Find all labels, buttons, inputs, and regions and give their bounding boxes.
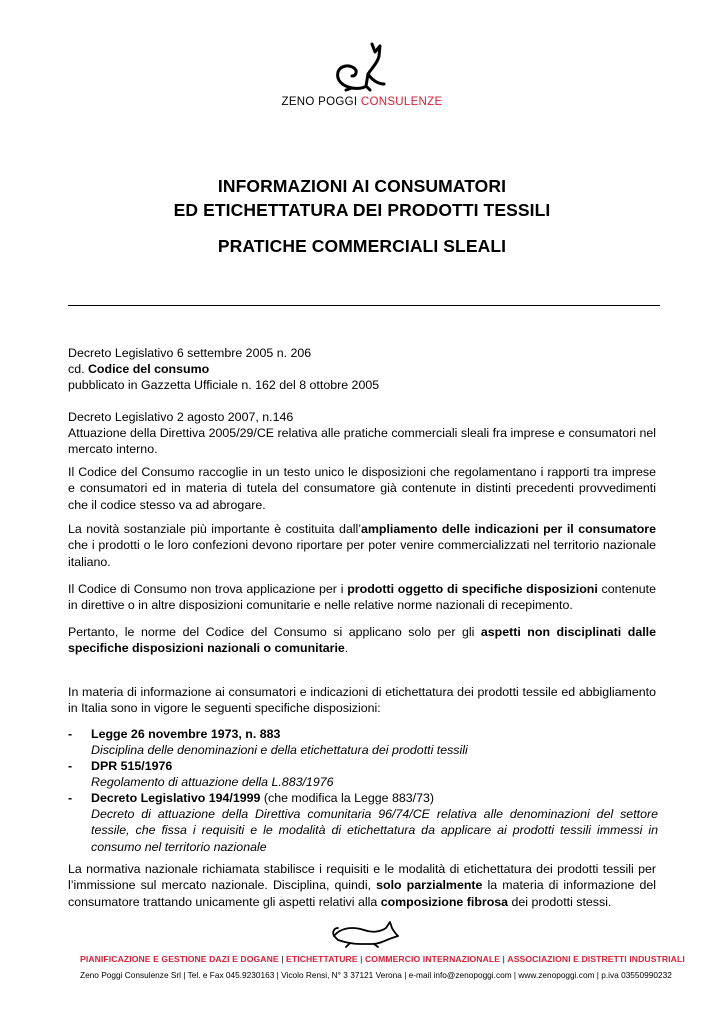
ref-dlgs-206: Decreto Legislativo 6 settembre 2005 n. 206 [68, 346, 312, 360]
law-note: (che modifica la Legge 883/73) [260, 791, 435, 805]
brand-name-black: ZENO POGGI [281, 96, 361, 108]
ref-attuazione: Attuazione della Direttiva 2005/29/CE relativa alle pratiche commerciali sleali fra imprese e consumatori nel mercato interno. [68, 426, 656, 457]
title-divider [68, 305, 660, 306]
p4-bold: aspetti non disciplinati dalle specifiche disposizioni nazionali o comunitarie [68, 625, 656, 656]
law-description: Decreto di attuazione della Direttiva comunitaria 96/74/CE relativa alle denominazioni del settore tessile, che fissa i requisiti e le modalità di etichettatura da applicare ai prodotti tessili immessi in consumo nel territorio nazionale [91, 807, 658, 854]
p3-bold: prodotti oggetto di specifiche disposizioni [347, 582, 598, 596]
p4-text-c: . [344, 641, 349, 656]
title-line-3: PRATICHE COMMERCIALI SLEALI [217, 236, 507, 256]
ref-cd-prefix: cd. [68, 362, 88, 376]
p2-bold: ampliamento delle indicazioni per il consumatore [361, 522, 656, 536]
list-dash: - [68, 727, 73, 741]
footer-separator: | [500, 954, 508, 964]
footer-service: PIANIFICAZIONE E GESTIONE DAZI E DOGANE [80, 954, 279, 964]
paragraph-codice: Il Codice del Consumo raccoglie in un testo unico le disposizioni che regolamentano i rapporti tra imprese e consumatori ed in materia di tutela del consumatore già contenute in distinti precedenti provvedimenti che il codice stesso va ad abrogare. [68, 465, 656, 512]
p6-text-c: la materia di informazione del consumatore trattando unicamente gli aspetti relativi alla [68, 878, 656, 909]
footer-services [80, 954, 685, 964]
p6-bold-1: solo parzialmente [376, 878, 483, 893]
paragraph-pertanto [68, 624, 656, 657]
p2-text-c: che i prodotti o le loro confezioni devono riportare per poter venire commercializzati nel territorio nazionale italiano. [68, 538, 656, 569]
p4-text-a: Pertanto, le norme del Codice del Consumo si applicano solo per gli [68, 625, 481, 639]
ref-gazzetta: pubblicato in Gazzetta Ufficiale n. 162 del 8 ottobre 2005 [68, 378, 380, 392]
footer-service: COMMERCIO INTERNAZIONALE [364, 954, 501, 964]
list-dash: - [68, 791, 73, 805]
law-title: DPR 515/1976 [91, 759, 173, 773]
fox-footer-icon [330, 918, 400, 948]
title-line-2: ED ETICHETTATURA DEI PRODOTTI TESSILI [173, 200, 551, 220]
footer-service: ETICHETTATURE [286, 954, 358, 964]
law-title: Legge 26 novembre 1973, n. 883 [91, 727, 281, 741]
footer-service: ASSOCIAZIONI E DISTRETTI INDUSTRIALI [507, 954, 685, 964]
paragraph-applicazione [68, 581, 656, 614]
list-dash: - [68, 759, 73, 773]
footer-address: Zeno Poggi Consulenze Srl | Tel. e Fax 045.9230163 | Vicolo Rensi, N° 3 37121 Verona | e-mail info@zenopoggi.com | www.zenopoggi.com | p.iva 03550990232 [80, 970, 672, 980]
ref-dlgs-146: Decreto Legislativo 2 agosto 2007, n.146 [68, 410, 294, 424]
p6-text-a: La normativa nazionale richiamata stabilisce i requisiti e le modalità di etichettatura dei prodotti tessili per l’immissione sul mercato nazionale. Disciplina, quindi, [68, 862, 656, 893]
paragraph-materia: In materia di informazione ai consumatori e indicazioni di etichettatura dei prodotti tessile ed abbigliamento in Italia sono in vigore le seguenti specifiche disposizioni: [68, 685, 656, 716]
p6-bold-2: composizione fibrosa [380, 894, 509, 909]
footer-separator: | [278, 954, 287, 964]
ref-codice-label: Codice del consumo [87, 362, 210, 376]
p3-text-a: Il Codice di Consumo non trova applicazione per i [68, 582, 348, 596]
law-description: Disciplina delle denominazioni e della etichettatura dei prodotti tessili [91, 743, 468, 757]
law-description: Regolamento di attuazione della L.883/1976 [91, 775, 334, 789]
law-title: Decreto Legislativo 194/1999 [91, 791, 261, 805]
p6-text-e: dei prodotti stessi. [508, 894, 612, 909]
fox-logo-icon [328, 42, 398, 94]
p3-text-c: contenute in direttive o in altre disposizioni comunitarie e nelle relative norme nazionali di recepimento. [68, 582, 656, 613]
brand-name [0, 96, 724, 108]
paragraph-novita [68, 521, 656, 570]
ref-codice-consumo [68, 361, 656, 377]
title-line-1: INFORMAZIONI AI CONSUMATORI [217, 176, 507, 196]
footer-separator: | [357, 954, 365, 964]
brand-name-red: CONSULENZE [360, 96, 443, 108]
paragraph-normativa [68, 861, 656, 910]
p2-text-a: La novità sostanziale più importante è costituita dall’ [68, 522, 362, 536]
